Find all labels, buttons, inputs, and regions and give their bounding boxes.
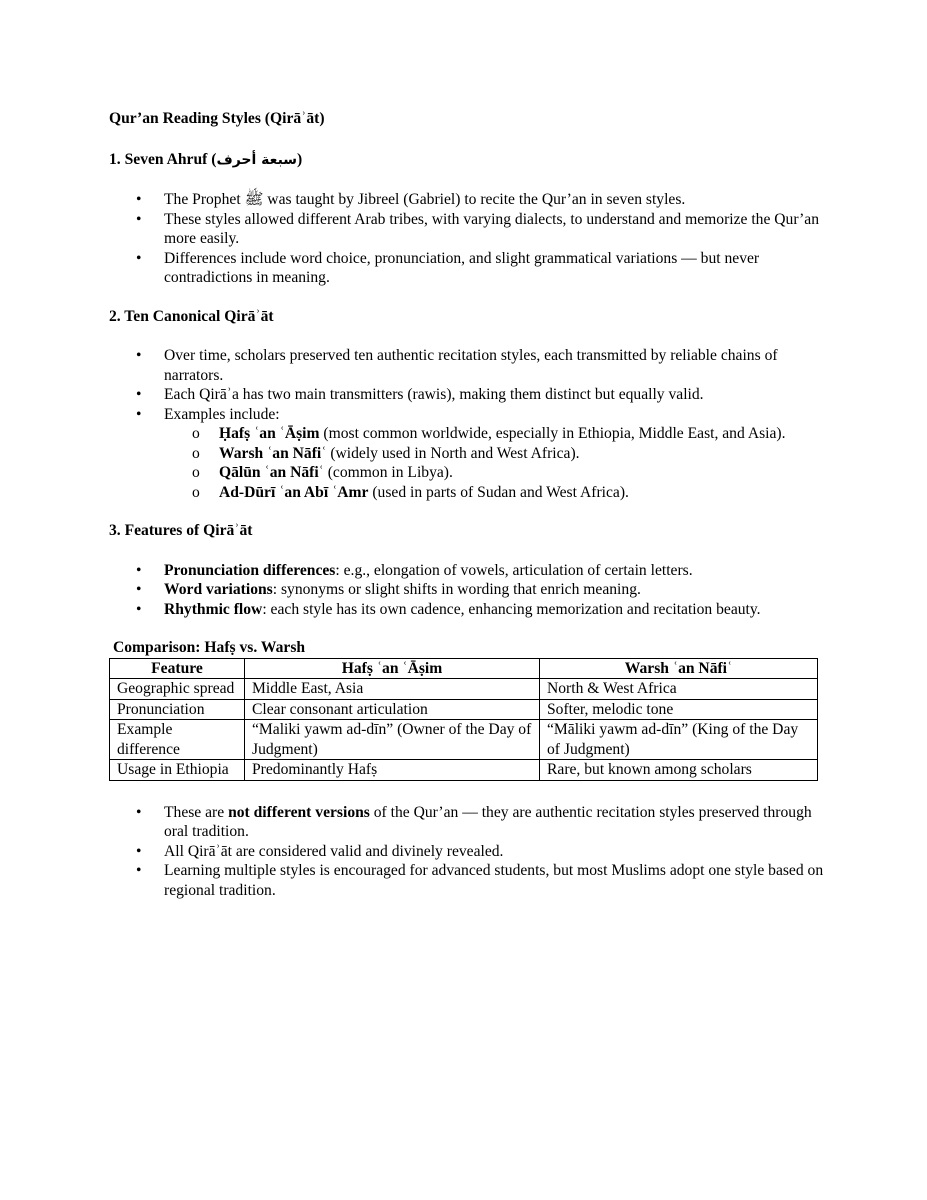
list-item: • Differences include word choice, pronunciation, and slight grammatical variations — but never contradictions in meaning. (164, 249, 824, 288)
closing-text: These are (164, 803, 229, 821)
table-cell: Clear consonant articulation (245, 699, 540, 720)
table-header-cell: Warsh ʿan Nāfiʿ (540, 658, 818, 679)
document-body (109, 109, 824, 919)
list-item (164, 803, 824, 842)
table-cell: “Maliki yawm ad-dīn” (Owner of the Day of Judgment) (245, 720, 540, 760)
table-cell: Usage in Ethiopia (110, 760, 245, 781)
table-cell: Geographic spread (110, 679, 245, 700)
table-row (110, 679, 818, 700)
table-cell: Middle East, Asia (245, 679, 540, 700)
seven-ahruf-list (109, 190, 824, 288)
example-item (219, 444, 824, 464)
list-item (164, 580, 824, 600)
example-name: Warsh ʿan Nāfiʿ (219, 444, 327, 462)
section-heading-ten-qiraat: 2. Ten Canonical Qirāʾāt (109, 307, 274, 325)
heading-close: ) (297, 150, 303, 168)
table-row (110, 720, 818, 760)
list-item: • Learning multiple styles is encouraged for advanced students, but most Muslims adopt one style based on regional tradition. (164, 861, 824, 900)
table-header-cell: Feature (110, 658, 245, 679)
features-list (109, 561, 824, 620)
table-cell: Example difference (110, 720, 245, 760)
list-item (164, 561, 824, 581)
section-heading-features: 3. Features of Qirāʾāt (109, 522, 253, 539)
closing-text: of the Qur’an — they are authentic recitation styles preserved through oral tradition. (164, 803, 812, 840)
table-cell: Rare, but known among scholars (540, 760, 818, 781)
list-item-text: Examples include: (164, 405, 280, 423)
feature-term: Word variations (164, 581, 273, 598)
document-title: Qur’an Reading Styles (Qirāʾāt) (109, 110, 325, 127)
examples-list (164, 424, 824, 502)
arabic-heading-text: سبعة أحرف (216, 151, 298, 168)
heading-text: 1. Seven Ahruf ( (109, 150, 217, 168)
list-item: • All Qirāʾāt are considered valid and divinely revealed. (164, 842, 824, 862)
example-item (219, 463, 824, 483)
example-desc: (widely used in North and West Africa). (326, 444, 580, 462)
list-item: • Each Qirāʾa has two main transmitters (rawis), making them distinct but equally valid. (164, 385, 824, 405)
example-name: Qālūn ʿan Nāfiʿ (219, 464, 324, 481)
feature-term: Rhythmic flow (164, 600, 263, 618)
feature-term: Pronunciation differences (164, 561, 336, 579)
table-cell: Softer, melodic tone (540, 699, 818, 720)
table-row (110, 760, 818, 781)
table-caption: Comparison: Hafṣ vs. Warsh (113, 639, 306, 656)
example-name: Ad-Dūrī ʿan Abī ʿAmr (219, 483, 369, 501)
comparison-table (109, 658, 818, 781)
list-item (164, 600, 824, 620)
closing-emphasis: not different versions (228, 803, 370, 821)
list-item: • Over time, scholars preserved ten authentic recitation styles, each transmitted by reliable chains of narrators. (164, 346, 824, 385)
section-heading-seven-ahruf (109, 150, 824, 171)
example-desc: (most common worldwide, especially in Ethiopia, Middle East, and Asia). (319, 425, 786, 442)
example-item (219, 424, 824, 444)
table-header-row (110, 658, 818, 679)
table-cell: Predominantly Hafṣ (245, 760, 540, 781)
table-row (110, 699, 818, 720)
feature-desc: : each style has its own cadence, enhancing memorization and recitation beauty. (262, 600, 761, 618)
example-desc: (common in Libya). (323, 464, 453, 481)
table-header-cell: Hafṣ ʿan ʿĀṣim (245, 658, 540, 679)
example-item (219, 483, 824, 503)
table-cell: Pronunciation (110, 699, 245, 720)
example-desc: (used in parts of Sudan and West Africa). (368, 483, 629, 501)
example-name: Ḥafṣ ʿan ʿĀṣim (219, 425, 320, 442)
table-cell: North & West Africa (540, 679, 818, 700)
feature-desc: : synonyms or slight shifts in wording that enrich meaning. (272, 581, 641, 598)
list-item: • The Prophet ﷺ was taught by Jibreel (Gabriel) to recite the Qur’an in seven styles. (164, 190, 824, 210)
ten-qiraat-list (109, 346, 824, 502)
feature-desc: : e.g., elongation of vowels, articulation of certain letters. (335, 561, 693, 579)
list-item (164, 405, 824, 503)
closing-list (109, 803, 824, 901)
list-item: • These styles allowed different Arab tribes, with varying dialects, to understand and memorize the Qur’an more easily. (164, 210, 824, 249)
table-cell: “Māliki yawm ad-dīn” (King of the Day of Judgment) (540, 720, 818, 760)
